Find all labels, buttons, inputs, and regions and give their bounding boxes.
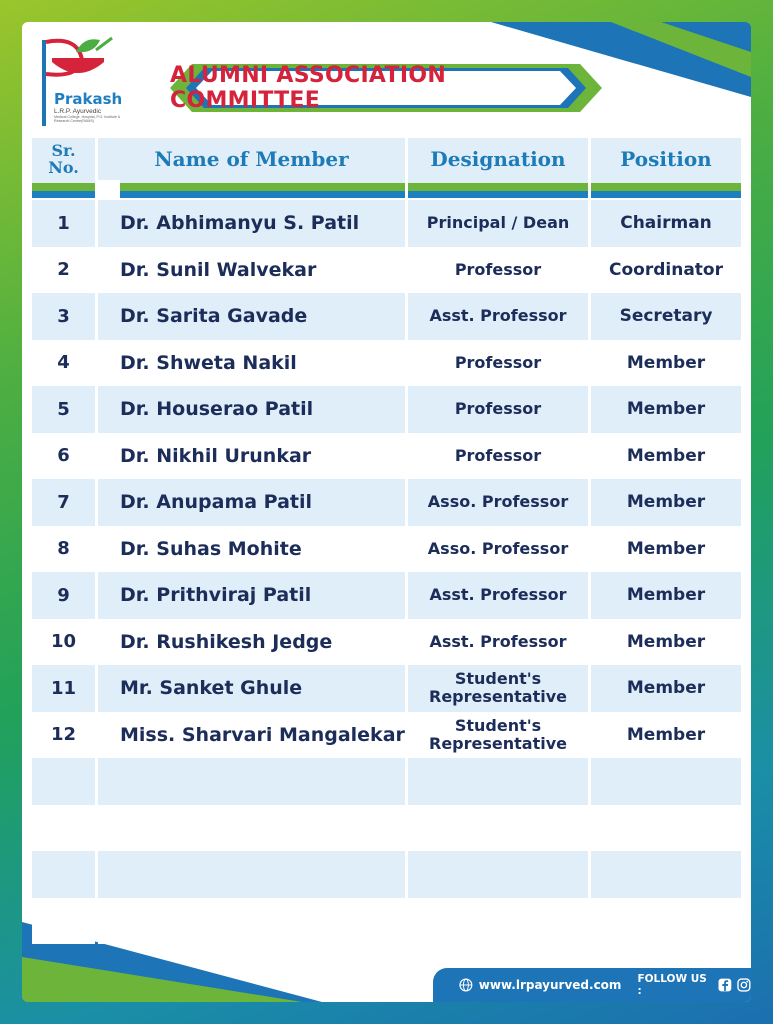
- designation-cell: Professor: [408, 433, 588, 480]
- designation-cell: Asso. Professor: [408, 479, 588, 526]
- committee-card: [22, 22, 751, 1002]
- header-divider: [32, 180, 741, 198]
- member-name-cell: Dr. Rushikesh Jedge: [98, 619, 405, 666]
- position-cell: [591, 851, 741, 898]
- sr-cell: 1: [32, 200, 95, 247]
- sr-cell: 11: [32, 665, 95, 712]
- table-row: [32, 293, 741, 340]
- table-row: [32, 479, 741, 526]
- table-row: [32, 200, 741, 247]
- position-cell: [591, 898, 741, 945]
- logo-details: Medical College, Hospital, P.G. Institute & Research Centre(RAMS): [54, 115, 121, 123]
- header-sr-no: [32, 138, 95, 180]
- sr-cell: 9: [32, 572, 95, 619]
- table-row: [32, 619, 741, 666]
- designation-cell: [408, 805, 588, 852]
- position-cell: Member: [591, 479, 741, 526]
- position-cell: Member: [591, 340, 741, 387]
- header-sr-line1: Sr.: [51, 141, 76, 160]
- table-row: [32, 433, 741, 480]
- globe-icon: [459, 978, 473, 992]
- member-name-cell: Dr. Nikhil Urunkar: [98, 433, 405, 480]
- footer-bar: [433, 968, 751, 1002]
- designation-cell: Asst. Professor: [408, 619, 588, 666]
- committee-table: [32, 138, 741, 944]
- empty-table-row: [32, 898, 741, 945]
- sr-cell: [32, 758, 95, 805]
- designation-cell: [408, 851, 588, 898]
- logo-subtitle: L.R.P. Ayurvedic: [54, 108, 102, 115]
- member-name-cell: Dr. Sarita Gavade: [98, 293, 405, 340]
- member-name-cell: Dr. Suhas Mohite: [98, 526, 405, 573]
- position-cell: Member: [591, 572, 741, 619]
- member-name-cell: [98, 805, 405, 852]
- table-row: [32, 526, 741, 573]
- member-name-cell: Miss. Sharvari Mangalekar: [98, 712, 405, 759]
- header-position: Position: [591, 138, 741, 180]
- sr-cell: 3: [32, 293, 95, 340]
- logo-name: Prakash: [54, 90, 123, 108]
- sr-cell: 8: [32, 526, 95, 573]
- position-cell: Member: [591, 712, 741, 759]
- member-name-cell: Dr. Houserao Patil: [98, 386, 405, 433]
- member-name-cell: [98, 851, 405, 898]
- sr-cell: 10: [32, 619, 95, 666]
- sr-cell: [32, 898, 95, 945]
- table-row: [32, 665, 741, 712]
- follow-label: FOLLOW US :: [637, 973, 707, 997]
- sr-cell: 12: [32, 712, 95, 759]
- sr-cell: 4: [32, 340, 95, 387]
- position-cell: Chairman: [591, 200, 741, 247]
- header-sr-line2: No.: [48, 158, 79, 177]
- table-row: [32, 340, 741, 387]
- website-link[interactable]: www.lrpayurved.com: [478, 978, 622, 992]
- designation-cell: Asst. Professor: [408, 293, 588, 340]
- instagram-icon[interactable]: [737, 978, 751, 992]
- header-designation: Designation: [408, 138, 588, 180]
- member-name-cell: Dr. Sunil Walvekar: [98, 247, 405, 294]
- table-row: [32, 247, 741, 294]
- position-cell: Coordinator: [591, 247, 741, 294]
- position-cell: Member: [591, 526, 741, 573]
- member-name-cell: Dr. Anupama Patil: [98, 479, 405, 526]
- member-name-cell: Mr. Sanket Ghule: [98, 665, 405, 712]
- sr-cell: [32, 851, 95, 898]
- empty-table-row: [32, 851, 741, 898]
- designation-cell: [408, 898, 588, 945]
- position-cell: [591, 805, 741, 852]
- designation-cell: Asso. Professor: [408, 526, 588, 573]
- sr-cell: 5: [32, 386, 95, 433]
- designation-cell: Professor: [408, 247, 588, 294]
- designation-cell: Student's Representative: [408, 712, 588, 759]
- member-name-cell: Dr. Abhimanyu S. Patil: [98, 200, 405, 247]
- designation-cell: Professor: [408, 386, 588, 433]
- table-row: [32, 712, 741, 759]
- table-body: [32, 200, 741, 944]
- sr-cell: [32, 805, 95, 852]
- member-name-cell: Dr. Prithviraj Patil: [98, 572, 405, 619]
- sr-cell: 7: [32, 479, 95, 526]
- header-name: Name of Member: [98, 138, 405, 180]
- designation-cell: Principal / Dean: [408, 200, 588, 247]
- table-header: [32, 138, 741, 180]
- facebook-icon[interactable]: [718, 978, 732, 992]
- sr-cell: 6: [32, 433, 95, 480]
- table-row: [32, 572, 741, 619]
- sr-cell: 2: [32, 247, 95, 294]
- member-name-cell: [98, 758, 405, 805]
- position-cell: Member: [591, 433, 741, 480]
- table-row: [32, 386, 741, 433]
- position-cell: Secretary: [591, 293, 741, 340]
- member-name-cell: [98, 898, 405, 945]
- position-cell: [591, 758, 741, 805]
- designation-cell: Asst. Professor: [408, 572, 588, 619]
- page-title: ALUMNI ASSOCIATION COMMITTEE: [170, 63, 447, 113]
- position-cell: Member: [591, 386, 741, 433]
- designation-cell: Professor: [408, 340, 588, 387]
- position-cell: Member: [591, 619, 741, 666]
- position-cell: Member: [591, 665, 741, 712]
- empty-table-row: [32, 805, 741, 852]
- empty-table-row: [32, 758, 741, 805]
- member-name-cell: Dr. Shweta Nakil: [98, 340, 405, 387]
- designation-cell: [408, 758, 588, 805]
- designation-cell: Student's Representative: [408, 665, 588, 712]
